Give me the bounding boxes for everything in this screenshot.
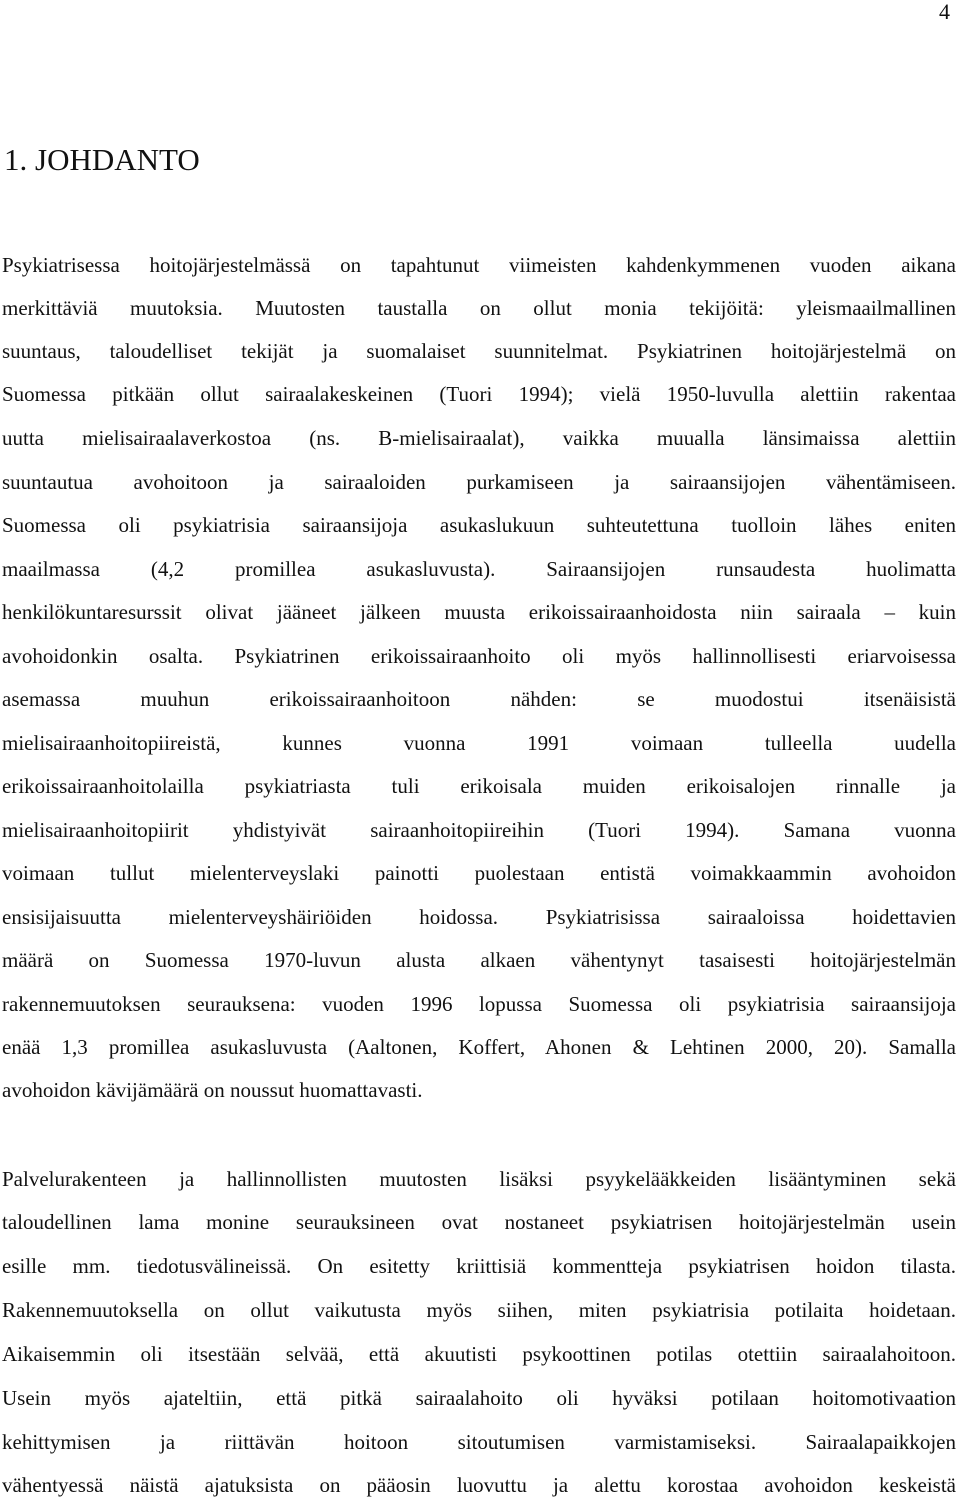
text-line: ensisijaisuutta mielenterveyshäiriöiden hoidossa. Psykiatrisissa sairaaloissa hoidettavien: [2, 905, 956, 929]
chapter-heading: 1. JOHDANTO: [4, 142, 200, 177]
text-line: esille mm. tiedotusvälineissä. On esitetty kriittisiä kommentteja psykiatrisen hoidon tilasta.: [2, 1254, 956, 1278]
text-line: rakennemuutoksen seurauksena: vuoden 1996 lopussa Suomessa oli psykiatrisia sairaansijoja: [2, 992, 956, 1016]
text-line: erikoissairaanhoitolailla psykiatriasta tuli erikoisala muiden erikoisalojen rinnalle ja: [2, 774, 956, 798]
text-line: taloudellinen lama monine seurauksineen ovat nostaneet psykiatrisen hoitojärjestelmän usein: [2, 1210, 956, 1234]
text-line: mielisairaanhoitopiirit yhdistyivät sairaanhoitopiireihin (Tuori 1994). Samana vuonna: [2, 818, 956, 842]
text-line: enää 1,3 promillea asukasluvusta (Aaltonen, Koffert, Ahonen & Lehtinen 2000, 20). Samalla: [2, 1035, 956, 1059]
text-line: avohoidonkin osalta. Psykiatrinen erikoissairaanhoito oli myös hallinnollisesti eriarvoisessa: [2, 644, 956, 668]
text-line: Aikaisemmin oli itsestään selvää, että akuutisti psykoottinen potilas otettiin sairaalahoitoon.: [2, 1342, 956, 1366]
text-line: suuntaus, taloudelliset tekijät ja suomalaiset suunnitelmat. Psykiatrinen hoitojärjestelmä on: [2, 339, 956, 363]
text-line: vähentyessä näistä ajatuksista on pääosin luovuttu ja alettu korostaa avohoidon keskeistä: [2, 1473, 956, 1497]
page-number: 4: [939, 0, 950, 24]
text-line: suuntautua avohoitoon ja sairaaloiden purkamiseen ja sairaansijojen vähentämiseen.: [2, 470, 956, 494]
text-line: Rakennemuutoksella on ollut vaikutusta myös siihen, miten psykiatrisia potilaita hoidetaan.: [2, 1298, 956, 1322]
text-line: Suomessa pitkään ollut sairaalakeskeinen (Tuori 1994); vielä 1950-luvulla alettiin rakentaa: [2, 382, 956, 406]
text-line: kehittymisen ja riittävän hoitoon sitoutumisen varmistamiseksi. Sairaalapaikkojen: [2, 1430, 956, 1454]
text-line: merkittäviä muutoksia. Muutosten taustalla on ollut monia tekijöitä: yleismaailmallinen: [2, 296, 956, 320]
text-line: maailmassa (4,2 promillea asukasluvusta). Sairaansijojen runsaudesta huolimatta: [2, 557, 956, 581]
text-line: mielisairaanhoitopiireistä, kunnes vuonna 1991 voimaan tulleella uudella: [2, 731, 956, 755]
text-line: määrä on Suomessa 1970-luvun alusta alkaen vähentynyt tasaisesti hoitojärjestelmän: [2, 948, 956, 972]
text-line: uutta mielisairaalaverkostoa (ns. B-mielisairaalat), vaikka muualla länsimaissa alettiin: [2, 426, 956, 450]
text-line: asemassa muuhun erikoissairaanhoitoon nähden: se muodostui itsenäisistä: [2, 687, 956, 711]
text-line: avohoidon kävijämäärä on noussut huomattavasti.: [2, 1078, 423, 1102]
text-line: Suomessa oli psykiatrisia sairaansijoja asukaslukuun suhteutettuna tuolloin lähes eniten: [2, 513, 956, 537]
text-line: Palvelurakenteen ja hallinnollisten muutosten lisäksi psyykelääkkeiden lisääntyminen sekä: [2, 1167, 956, 1191]
text-line: voimaan tullut mielenterveyslaki painotti puolestaan entistä voimakkaammin avohoidon: [2, 861, 956, 885]
text-line: Usein myös ajateltiin, että pitkä sairaalahoito oli hyväksi potilaan hoitomotivaation: [2, 1386, 956, 1410]
text-line: henkilökuntaresurssit olivat jääneet jälkeen muusta erikoissairaanhoidosta niin sairaala – kuin: [2, 600, 956, 624]
text-line: Psykiatrisessa hoitojärjestelmässä on tapahtunut viimeisten kahdenkymmenen vuoden aikana: [2, 253, 956, 277]
